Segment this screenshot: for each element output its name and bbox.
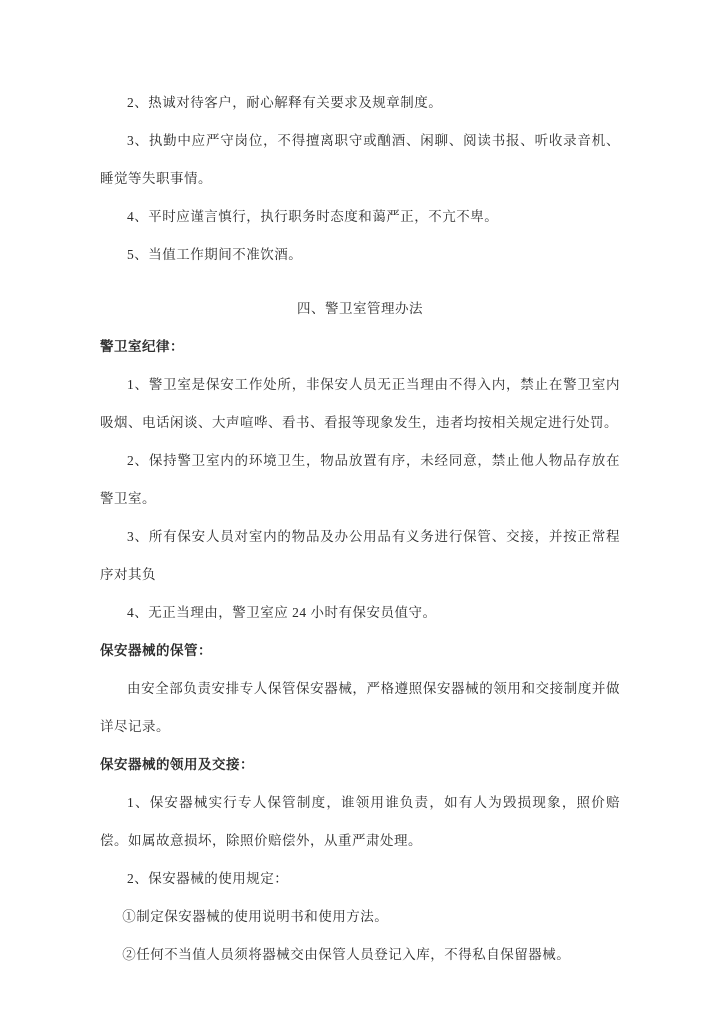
duty-rule-5: 5、当值工作期间不准饮酒。	[127, 247, 303, 262]
duty-rule-2: 2、热诚对待客户，耐心解释有关要求及规章制度。	[127, 95, 443, 110]
equipment-storage-paragraph: 由安全部负责安排专人保管保安器械，严格遵照保安器械的领用和交接制度并做详尽记录。	[100, 681, 620, 734]
section-heading-guardroom-management: 四、警卫室管理办法	[297, 301, 423, 316]
equipment-usage-note-1: ①制定保安器械的使用说明书和使用方法。	[122, 909, 389, 924]
equipment-rule-2: 2、保安器械的使用规定：	[127, 871, 289, 886]
subheading-equipment-issue-handover: 保安器械的领用及交接：	[100, 757, 254, 772]
guardroom-rule-3: 3、所有保安人员对室内的物品及办公用品有义务进行保管、交接，并按正常程序对其负	[100, 529, 620, 582]
equipment-rule-1: 1、保安器械实行专人保管制度，谁领用谁负责，如有人为毁损现象，照价赔偿。如属故意损坏，除照价赔偿外，从重严肃处理。	[100, 795, 620, 848]
subheading-guardroom-discipline: 警卫室纪律：	[100, 339, 184, 354]
guardroom-rule-1: 1、警卫室是保安工作处所，非保安人员无正当理由不得入内，禁止在警卫室内吸烟、电话闲谈、大声喧哗、看书、看报等现象发生，违者均按相关规定进行处罚。	[100, 377, 620, 430]
guardroom-rule-2: 2、保持警卫室内的环境卫生，物品放置有序，未经同意，禁止他人物品存放在警卫室。	[100, 453, 620, 506]
duty-rule-4: 4、平时应谨言慎行，执行职务时态度和蔼严正，不亢不卑。	[127, 209, 499, 224]
equipment-usage-note-2: ②任何不当值人员须将器械交由保管人员登记入库，不得私自保留器械。	[122, 947, 571, 962]
guardroom-rule-4: 4、无正当理由，警卫室应 24 小时有保安员值守。	[127, 605, 437, 620]
subheading-equipment-storage: 保安器械的保管：	[100, 643, 212, 658]
duty-rule-3: 3、执勤中应严守岗位，不得擅离职守或酗酒、闲聊、阅读书报、听收录音机、睡觉等失职事情。	[100, 133, 620, 186]
